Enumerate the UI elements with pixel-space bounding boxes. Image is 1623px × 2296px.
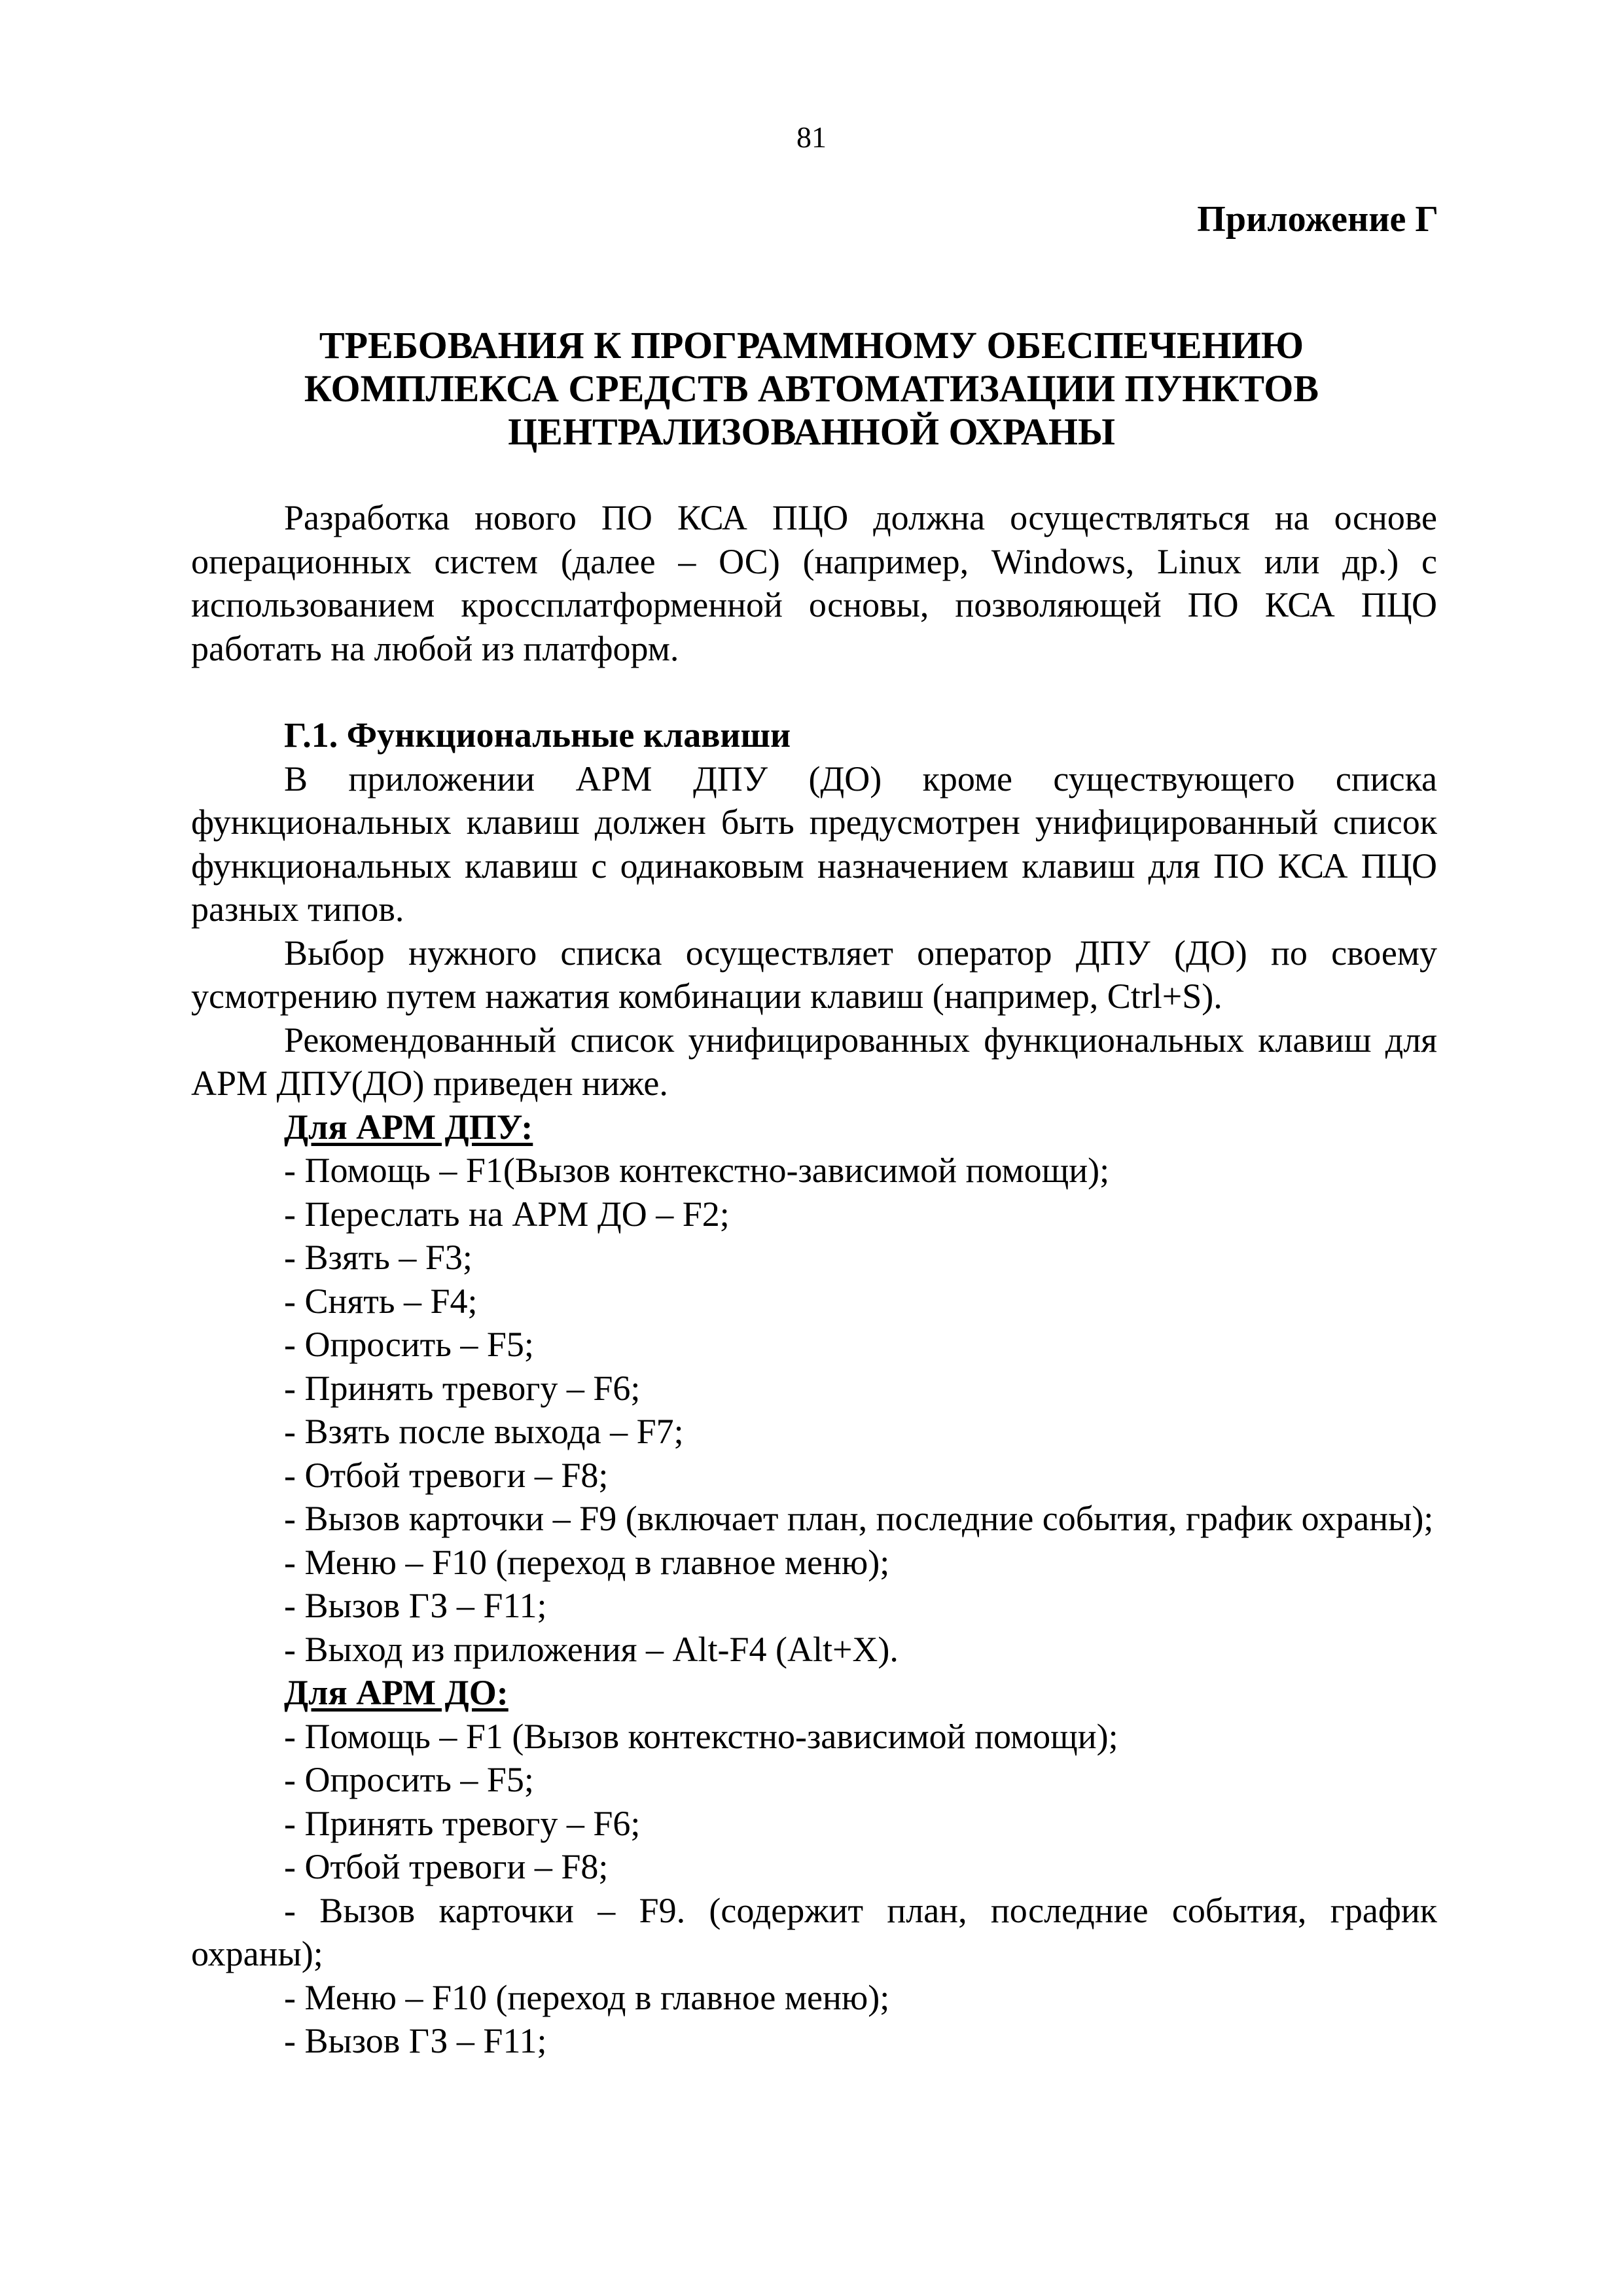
list-item: - Меню – F10 (переход в главное меню);	[284, 1977, 890, 2017]
list-item: - Отбой тревоги – F8;	[284, 1847, 609, 1886]
list-item: - Снять – F4;	[284, 1281, 478, 1321]
list-item: - Взять – F3;	[284, 1238, 473, 1277]
list-item: - Взять после выхода – F7;	[284, 1412, 684, 1451]
spacer	[191, 670, 1437, 713]
list-item: - Вызов карточки – F9 (включает план, последние события, график охраны);	[284, 1499, 1434, 1538]
list-item: - Вызов ГЗ – F11;	[284, 1586, 547, 1625]
list-item: - Отбой тревоги – F8;	[284, 1455, 609, 1495]
document-body	[191, 496, 1437, 2063]
list-item: - Переслать на АРМ ДО – F2;	[284, 1194, 730, 1234]
list-item: - Опросить – F5;	[284, 1325, 534, 1364]
list-item: - Вызов карточки – F9. (содержит план, последние события, график охраны);	[191, 1890, 1437, 1973]
list-item: - Выход из приложения – Alt-F4 (Alt+X).	[284, 1629, 899, 1669]
list-item: - Принять тревогу – F6;	[284, 1803, 641, 1843]
section-paragraph: В приложении АРМ ДПУ (ДО) кроме существующего списка функциональных клавиш должен быть предусмотрен унифицированный список функциональных клавиш с одинаковым назначением клавиш для ПО КСА ПЦО разных типов.	[191, 759, 1437, 929]
page-number: 81	[796, 120, 827, 154]
title-line: ТРЕБОВАНИЯ К ПРОГРАММНОМУ ОБЕСПЕЧЕНИЮ	[319, 324, 1304, 367]
list-item: - Принять тревогу – F6;	[284, 1368, 641, 1408]
title-line: КОМПЛЕКСА СРЕДСТВ АВТОМАТИЗАЦИИ ПУНКТОВ	[304, 367, 1319, 410]
section-paragraph: Выбор нужного списка осуществляет оператор ДПУ (ДО) по своему усмотрению путем нажатия комбинации клавиш (например, Ctrl+S).	[191, 933, 1437, 1016]
dpu-list-heading: Для АРМ ДПУ:	[284, 1107, 533, 1147]
document-title	[0, 324, 1623, 454]
list-item: - Вызов ГЗ – F11;	[284, 2021, 547, 2060]
list-item: - Помощь – F1 (Вызов контекстно-зависимой помощи);	[284, 1716, 1118, 1756]
list-item: - Меню – F10 (переход в главное меню);	[284, 1542, 890, 1582]
list-item: - Опросить – F5;	[284, 1760, 534, 1799]
section-heading: Г.1. Функциональные клавиши	[284, 715, 791, 755]
list-item: - Помощь – F1(Вызов контекстно-зависимой помощи);	[284, 1151, 1110, 1190]
do-list-heading: Для АРМ ДО:	[284, 1673, 508, 1712]
intro-paragraph: Разработка нового ПО КСА ПЦО должна осуществляться на основе операционных систем (далее – ОС) (например, Windows, Linux или др.) с использованием кроссплатформенной основы, позволяющей ПО КСА ПЦО работать на любой из платформ.	[191, 498, 1437, 668]
title-line: ЦЕНТРАЛИЗОВАННОЙ ОХРАНЫ	[508, 410, 1115, 453]
appendix-label: Приложение Г	[1197, 199, 1438, 240]
section-paragraph: Рекомендованный список унифицированных функциональных клавиш для АРМ ДПУ(ДО) приведен ниже.	[191, 1020, 1437, 1103]
